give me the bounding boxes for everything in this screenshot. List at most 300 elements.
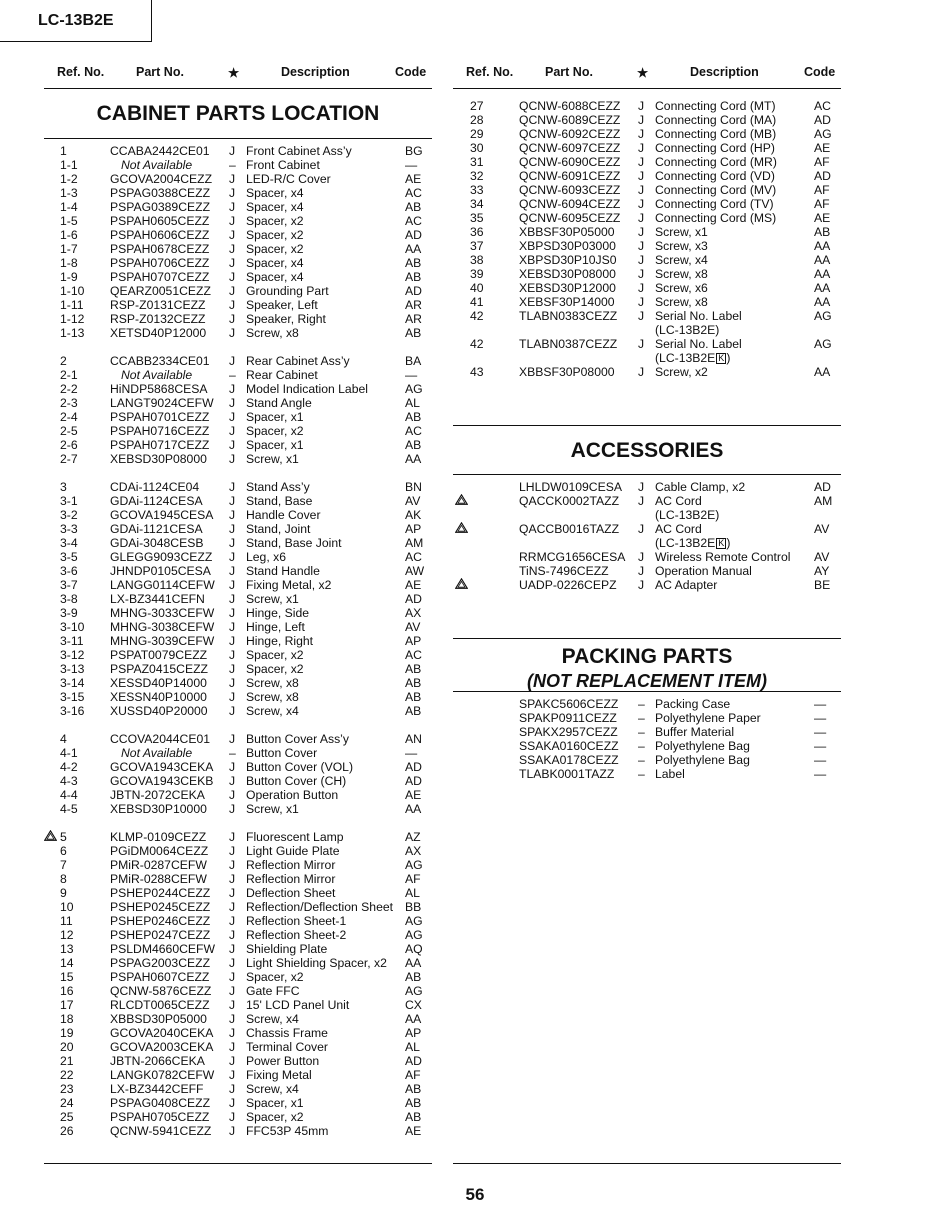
- description: Light Guide Plate: [246, 844, 340, 858]
- model-variant-end: ): [726, 536, 731, 550]
- mark: J: [229, 200, 236, 214]
- description: AC Adapter: [655, 578, 718, 592]
- description: Shielding Plate: [246, 942, 328, 956]
- ref-no: 10: [60, 900, 74, 914]
- table-row: [44, 1124, 432, 1138]
- description: Buffer Material: [655, 725, 735, 739]
- packing-list: [453, 692, 841, 781]
- price-code: AP: [405, 522, 422, 536]
- model-variant: (LC-13B2E): [655, 508, 720, 522]
- mark: J: [229, 956, 236, 970]
- ref-no: 3-14: [60, 676, 85, 690]
- parts-group: [44, 144, 432, 340]
- parts-group: [44, 830, 432, 1138]
- mark: J: [638, 494, 645, 508]
- ref-no: 2-6: [60, 438, 78, 452]
- description: Button Cover Ass’y: [246, 732, 349, 746]
- price-code: AL: [405, 1040, 420, 1054]
- table-row: [44, 914, 432, 928]
- ref-no: 2-2: [60, 382, 78, 396]
- price-code: AB: [405, 326, 422, 340]
- mark: J: [638, 211, 645, 225]
- k-variant-box: K: [718, 353, 725, 363]
- part-no: XEBSF30P14000: [519, 295, 615, 309]
- table-row-continuation: [453, 536, 841, 550]
- description: Handle Cover: [246, 508, 321, 522]
- mark: J: [229, 1068, 236, 1082]
- price-code: AL: [405, 396, 420, 410]
- ref-no: 1: [60, 144, 67, 158]
- description: Reflection/Deflection Sheet: [246, 900, 394, 914]
- table-row: [44, 452, 432, 466]
- part-no: PSPAH0705CEZZ: [110, 1110, 210, 1124]
- part-no: GCOVA2004CEZZ: [110, 172, 213, 186]
- mark: J: [229, 844, 236, 858]
- ref-no: 38: [470, 253, 484, 267]
- table-row: [44, 228, 432, 242]
- part-no: QEARZ0051CEZZ: [110, 284, 211, 298]
- part-no: XETSD40P12000: [110, 326, 207, 340]
- price-code: CX: [405, 998, 422, 1012]
- description: Leg, x6: [246, 550, 286, 564]
- description: Label: [655, 767, 685, 781]
- description-line-2: [655, 508, 719, 522]
- part-no: MHNG-3038CEFW: [110, 620, 215, 634]
- packing-title-block: [453, 638, 841, 692]
- mark: J: [229, 984, 236, 998]
- mark: J: [229, 676, 236, 690]
- header-desc: Description: [690, 65, 759, 79]
- part-no: XESSN40P10000: [110, 690, 207, 704]
- price-code: AD: [405, 774, 422, 788]
- table-row: [453, 113, 841, 127]
- mark: J: [229, 396, 236, 410]
- table-row-continuation: [453, 508, 841, 522]
- part-no: XBBSD30P05000: [110, 1012, 207, 1026]
- price-code: AD: [814, 169, 831, 183]
- description-line-2: [655, 323, 719, 337]
- price-code: AM: [814, 494, 833, 508]
- price-code: —: [405, 158, 418, 172]
- price-code: AP: [405, 634, 422, 648]
- description: Spacer, x1: [246, 438, 304, 452]
- mark: J: [638, 99, 645, 113]
- price-code: AB: [405, 662, 422, 676]
- price-code: AD: [405, 284, 422, 298]
- mark: J: [638, 365, 645, 379]
- part-no: UADP-0226CEPZ: [519, 578, 617, 592]
- mark: J: [638, 253, 645, 267]
- price-code: AA: [814, 267, 831, 281]
- mark: J: [229, 928, 236, 942]
- part-no: LX-BZ3441CEFN: [110, 592, 205, 606]
- packing-title: PACKING PARTS: [561, 645, 733, 668]
- parts-group: [44, 354, 432, 466]
- table-row: [44, 998, 432, 1012]
- price-code: AC: [814, 99, 831, 113]
- right-bottom-rule: [453, 1163, 841, 1164]
- mark: –: [638, 767, 645, 781]
- ref-no: 1-4: [60, 200, 78, 214]
- price-code: AX: [405, 606, 422, 620]
- table-row: [453, 281, 841, 295]
- ref-no: 43: [470, 365, 484, 379]
- part-no: RLCDT0065CEZZ: [110, 998, 210, 1012]
- mark: J: [229, 1110, 236, 1124]
- table-row: [44, 354, 432, 368]
- description: Operation Manual: [655, 564, 752, 578]
- part-no: LX-BZ3442CEFF: [110, 1082, 204, 1096]
- table-row: [44, 634, 432, 648]
- description-line-2: [655, 351, 730, 365]
- description: Spacer, x1: [246, 1096, 304, 1110]
- part-no: GCOVA1943CEKA: [110, 760, 214, 774]
- ref-no: 1-10: [60, 284, 85, 298]
- part-no: JBTN-2066CEKA: [110, 1054, 205, 1068]
- table-row: [44, 200, 432, 214]
- ref-no: 14: [60, 956, 74, 970]
- price-code: AF: [814, 155, 830, 169]
- mark: J: [638, 267, 645, 281]
- cabinet-parts-list: [44, 139, 432, 1138]
- part-no: PSHEP0246CEZZ: [110, 914, 211, 928]
- mark: J: [229, 872, 236, 886]
- table-row: [44, 158, 432, 172]
- ref-no: 4-1: [60, 746, 78, 760]
- mark: J: [638, 155, 645, 169]
- table-row: [44, 186, 432, 200]
- part-no: PMiR-0288CEFW: [110, 872, 207, 886]
- table-row: [44, 480, 432, 494]
- table-row: [44, 984, 432, 998]
- price-code: AG: [405, 984, 423, 998]
- mark: J: [229, 242, 236, 256]
- mark: J: [638, 522, 645, 536]
- right-column: [453, 60, 841, 781]
- mark: J: [638, 141, 645, 155]
- mark: J: [229, 648, 236, 662]
- table-row: [44, 550, 432, 564]
- description: Light Shielding Spacer, x2: [246, 956, 387, 970]
- header-code: Code: [395, 65, 427, 79]
- table-row: [44, 970, 432, 984]
- table-row: [453, 197, 841, 211]
- price-code: —: [814, 725, 827, 739]
- ref-no: 4: [60, 732, 67, 746]
- price-code: AA: [405, 956, 422, 970]
- price-code: BB: [405, 900, 422, 914]
- table-row: [44, 424, 432, 438]
- parts-group: [44, 732, 432, 816]
- table-row: [453, 697, 841, 711]
- table-row: [453, 753, 841, 767]
- price-code: AF: [814, 197, 830, 211]
- price-code: AA: [405, 802, 422, 816]
- description: Power Button: [246, 1054, 320, 1068]
- description: Polyethylene Paper: [655, 711, 761, 725]
- ref-no: 16: [60, 984, 74, 998]
- ref-no: 39: [470, 267, 484, 281]
- price-code: BN: [405, 480, 422, 494]
- description: Rear Cabinet Ass’y: [246, 354, 350, 368]
- price-code: AV: [814, 522, 830, 536]
- mark: J: [229, 1054, 236, 1068]
- price-code: AE: [405, 578, 422, 592]
- table-row: [44, 844, 432, 858]
- part-no: Not Available: [121, 158, 193, 172]
- mark: J: [229, 256, 236, 270]
- ref-no: 2-4: [60, 410, 78, 424]
- mark: J: [229, 522, 236, 536]
- part-no: TiNS-7496CEZZ: [519, 564, 609, 578]
- mark: J: [229, 634, 236, 648]
- mark: J: [229, 704, 236, 718]
- price-code: AB: [814, 225, 831, 239]
- mark: J: [229, 1040, 236, 1054]
- description: Polyethylene Bag: [655, 753, 750, 767]
- price-code: AB: [405, 1110, 422, 1124]
- description: Connecting Cord (MA): [655, 113, 777, 127]
- price-code: AB: [405, 1082, 422, 1096]
- description: Screw, x2: [655, 365, 708, 379]
- mark: J: [229, 214, 236, 228]
- part-no: QACCK0002TAZZ: [519, 494, 620, 508]
- price-code: AF: [405, 1068, 421, 1082]
- table-row: [453, 295, 841, 309]
- table-row: [44, 760, 432, 774]
- ref-no: 2-5: [60, 424, 78, 438]
- table-row: [44, 326, 432, 340]
- description: Connecting Cord (MR): [655, 155, 777, 169]
- price-code: AW: [405, 564, 425, 578]
- description: Connecting Cord (TV): [655, 197, 774, 211]
- part-no: PSPAH0707CEZZ: [110, 270, 210, 284]
- price-code: AL: [405, 886, 420, 900]
- part-no: KLMP-0109CEZZ: [110, 830, 207, 844]
- table-row: [453, 550, 841, 564]
- header-ref: Ref. No.: [466, 65, 514, 79]
- price-code: AB: [405, 970, 422, 984]
- mark: J: [229, 228, 236, 242]
- description: Stand Angle: [246, 396, 312, 410]
- cabinet-title: CABINET PARTS LOCATION: [96, 102, 380, 125]
- part-no: SPAKC5606CEZZ: [519, 697, 619, 711]
- description: Spacer, x4: [246, 270, 304, 284]
- ref-no: 6: [60, 844, 67, 858]
- description: AC Cord: [655, 494, 702, 508]
- part-no: QCNW-5876CEZZ: [110, 984, 212, 998]
- k-variant-box: K: [718, 538, 725, 548]
- table-row: [44, 886, 432, 900]
- part-no: QACCB0016TAZZ: [519, 522, 620, 536]
- ref-no: 3-15: [60, 690, 85, 704]
- table-row: [44, 438, 432, 452]
- table-row-continuation: [453, 351, 841, 365]
- table-row: [453, 99, 841, 113]
- part-no: QCNW-6092CEZZ: [519, 127, 621, 141]
- mark: J: [638, 480, 645, 494]
- table-row: [44, 1054, 432, 1068]
- part-no: PMiR-0287CEFW: [110, 858, 207, 872]
- part-no: TLABN0383CEZZ: [519, 309, 618, 323]
- description: AC Cord: [655, 522, 702, 536]
- table-row: [44, 214, 432, 228]
- model-tab: [0, 0, 152, 42]
- part-no: CCABA2442CE01: [110, 144, 210, 158]
- mark: J: [229, 326, 236, 340]
- table-row: [44, 508, 432, 522]
- table-row: [44, 900, 432, 914]
- ref-no: 3-16: [60, 704, 85, 718]
- ref-no: 25: [60, 1110, 74, 1124]
- header-ref: Ref. No.: [57, 65, 105, 79]
- price-code: AG: [814, 337, 832, 351]
- price-code: AC: [405, 186, 422, 200]
- mark: J: [638, 127, 645, 141]
- price-code: AB: [405, 256, 422, 270]
- part-no: LANGT9024CEFW: [110, 396, 214, 410]
- price-code: AE: [405, 1124, 422, 1138]
- mark: J: [638, 309, 645, 323]
- mark: J: [229, 354, 236, 368]
- description: Screw, x8: [246, 326, 299, 340]
- ref-no: 3-7: [60, 578, 78, 592]
- ref-no: 3-6: [60, 564, 78, 578]
- group-spacer: [44, 340, 432, 354]
- ref-no: 1-2: [60, 172, 78, 186]
- price-code: AZ: [405, 830, 421, 844]
- ref-no: 42: [470, 337, 484, 351]
- ref-no: 3-4: [60, 536, 78, 550]
- part-no: CDAi-1124CE04: [110, 480, 200, 494]
- description: Hinge, Left: [246, 620, 305, 634]
- ref-no: 24: [60, 1096, 74, 1110]
- ref-no: 2: [60, 354, 67, 368]
- part-no: XBPSD30P10JS0: [519, 253, 617, 267]
- description: Screw, x4: [246, 1012, 299, 1026]
- description: Screw, x8: [246, 676, 299, 690]
- mark: J: [638, 564, 645, 578]
- mark: J: [229, 578, 236, 592]
- ref-no: 3-2: [60, 508, 78, 522]
- table-row: [453, 494, 841, 508]
- part-no: PSPAG0408CEZZ: [110, 1096, 211, 1110]
- part-no: JHNDP0105CESA: [110, 564, 211, 578]
- table-row: [453, 239, 841, 253]
- ref-no: 42: [470, 309, 484, 323]
- mark: J: [229, 186, 236, 200]
- ref-no: 18: [60, 1012, 74, 1026]
- table-row: [44, 606, 432, 620]
- mark: J: [229, 508, 236, 522]
- table-row: [44, 564, 432, 578]
- table-row: [44, 928, 432, 942]
- description: Polyethylene Bag: [655, 739, 750, 753]
- ref-no: 3-3: [60, 522, 78, 536]
- part-no: XUSSD40P20000: [110, 704, 208, 718]
- part-no: XESSD40P14000: [110, 676, 207, 690]
- table-row: [44, 1110, 432, 1124]
- ref-no: 5: [60, 830, 67, 844]
- table-row: [453, 211, 841, 225]
- mark: J: [229, 1082, 236, 1096]
- ref-no: 1-13: [60, 326, 85, 340]
- description: Connecting Cord (VD): [655, 169, 775, 183]
- description: Button Cover (VOL): [246, 760, 354, 774]
- table-header-left: [44, 60, 432, 89]
- description: Stand Handle: [246, 564, 320, 578]
- table-row: [44, 1096, 432, 1110]
- part-no: QCNW-5941CEZZ: [110, 1124, 212, 1138]
- description: Screw, x4: [246, 1082, 299, 1096]
- table-row: [44, 802, 432, 816]
- mark: J: [229, 494, 236, 508]
- description: Spacer, x2: [246, 662, 304, 676]
- ref-no: 1-11: [60, 298, 84, 312]
- price-code: AV: [814, 550, 830, 564]
- mark: J: [229, 452, 236, 466]
- part-no: QCNW-6090CEZZ: [519, 155, 621, 169]
- ref-no: 3: [60, 480, 67, 494]
- part-no: PGiDM0064CEZZ: [110, 844, 209, 858]
- mark: J: [229, 592, 236, 606]
- mark: J: [638, 113, 645, 127]
- mark: J: [229, 172, 236, 186]
- price-code: AB: [405, 1096, 422, 1110]
- description: Spacer, x2: [246, 648, 304, 662]
- description: Cable Clamp, x2: [655, 480, 746, 494]
- ref-no: 1-6: [60, 228, 78, 242]
- table-row: [44, 494, 432, 508]
- part-no: RRMCG1656CESA: [519, 550, 626, 564]
- ref-no: 15: [60, 970, 74, 984]
- description: LED-R/C Cover: [246, 172, 331, 186]
- ref-no: 4-4: [60, 788, 78, 802]
- part-no: PSPAG0389CEZZ: [110, 200, 211, 214]
- ref-no: 30: [470, 141, 484, 155]
- mark: J: [229, 550, 236, 564]
- ref-no: 27: [470, 99, 484, 113]
- model-name: LC-13B2E: [38, 12, 114, 29]
- ref-no: 1-12: [60, 312, 85, 326]
- price-code: AA: [814, 253, 831, 267]
- price-code: —: [405, 368, 418, 382]
- price-code: AY: [814, 564, 830, 578]
- part-no: GDAi-1121CESA: [110, 522, 203, 536]
- mark: J: [229, 480, 236, 494]
- ref-no: 2-3: [60, 396, 78, 410]
- cabinet-title-block: [44, 89, 432, 139]
- mark: J: [638, 197, 645, 211]
- part-no: SPAKX2957CEZZ: [519, 725, 618, 739]
- table-row: [44, 312, 432, 326]
- table-row: [44, 746, 432, 760]
- ref-no: 36: [470, 225, 484, 239]
- price-code: —: [814, 739, 827, 753]
- part-no: QCNW-6088CEZZ: [519, 99, 621, 113]
- left-column: [44, 60, 432, 1138]
- table-row: [44, 830, 432, 844]
- mark: –: [638, 711, 645, 725]
- table-row: [453, 739, 841, 753]
- part-no: GCOVA2040CEKA: [110, 1026, 214, 1040]
- part-no: XEBSD30P10000: [110, 802, 207, 816]
- part-no: QCNW-6094CEZZ: [519, 197, 621, 211]
- ref-no: 3-9: [60, 606, 78, 620]
- table-row: [453, 564, 841, 578]
- description: Model Indication Label: [246, 382, 368, 396]
- description: Speaker, Right: [246, 312, 326, 326]
